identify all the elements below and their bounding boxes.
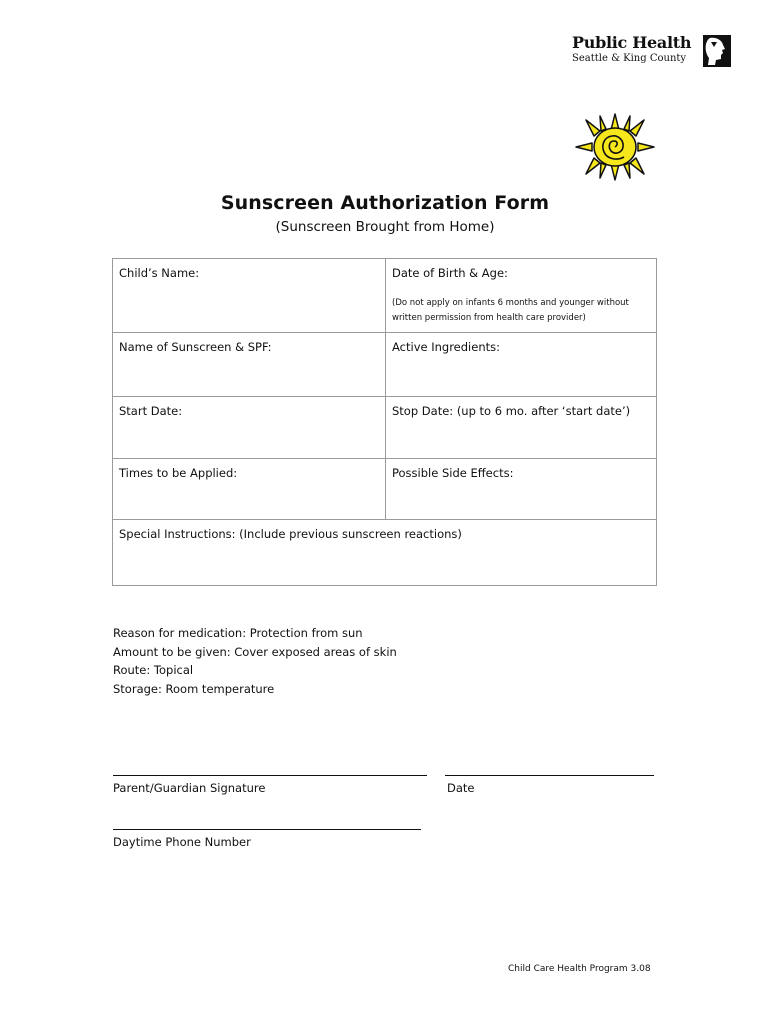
parent-signature-label: Parent/Guardian Signature: [113, 781, 266, 795]
form-title: Sunscreen Authorization Form: [220, 192, 550, 214]
profile-logo-icon: [702, 34, 732, 68]
phone-label: Daytime Phone Number: [113, 835, 251, 849]
dob-age-label: Date of Birth & Age:: [392, 266, 508, 280]
phone-line[interactable]: [113, 829, 421, 830]
amount-text: Amount to be given: Cover exposed areas of skin: [113, 644, 397, 659]
org-subtitle: Seattle & King County: [572, 53, 687, 64]
side-effects-field[interactable]: [386, 458, 657, 519]
authorization-table: [112, 258, 657, 586]
start-date-field[interactable]: [113, 397, 386, 458]
form-subtitle: (Sunscreen Brought from Home): [275, 219, 495, 235]
medication-info: [113, 624, 397, 698]
times-applied-field[interactable]: [113, 458, 386, 519]
date-line[interactable]: [445, 775, 654, 776]
storage-text: Storage: Room temperature: [113, 681, 275, 696]
start-date-label: Start Date:: [119, 404, 183, 419]
active-ingredients-field[interactable]: [386, 333, 657, 397]
side-effects-label: Possible Side Effects:: [392, 465, 514, 480]
reason-text: Reason for medication: Protection from sun: [113, 626, 363, 640]
public-health-logo: [572, 34, 732, 70]
stop-date-label: Stop Date: (up to 6 mo. after ‘start date’): [392, 404, 631, 419]
stop-date-field[interactable]: [386, 397, 657, 458]
active-ingredients-label: Active Ingredients:: [392, 340, 500, 355]
dob-note: (Do not apply on infants 6 months and younger without written permission from health care provider): [392, 298, 629, 323]
times-applied-label: Times to be Applied:: [119, 465, 238, 480]
org-name: Public Health: [572, 33, 692, 52]
route-text: Route: Topical: [113, 663, 194, 677]
sunscreen-name-label: Name of Sunscreen & SPF:: [119, 340, 272, 355]
special-instructions-field[interactable]: [113, 519, 657, 585]
special-instructions-label: Special Instructions: (Include previous sunscreen reactions): [119, 526, 462, 541]
child-name-label: Child’s Name:: [119, 266, 200, 280]
child-name-field[interactable]: [113, 259, 386, 333]
footer-program: Child Care Health Program 3.08: [508, 964, 651, 974]
dob-age-field[interactable]: [386, 259, 657, 333]
date-label: Date: [447, 781, 475, 795]
parent-signature-line[interactable]: [113, 775, 427, 776]
sun-icon: [574, 112, 656, 182]
sunscreen-name-field[interactable]: [113, 333, 386, 397]
